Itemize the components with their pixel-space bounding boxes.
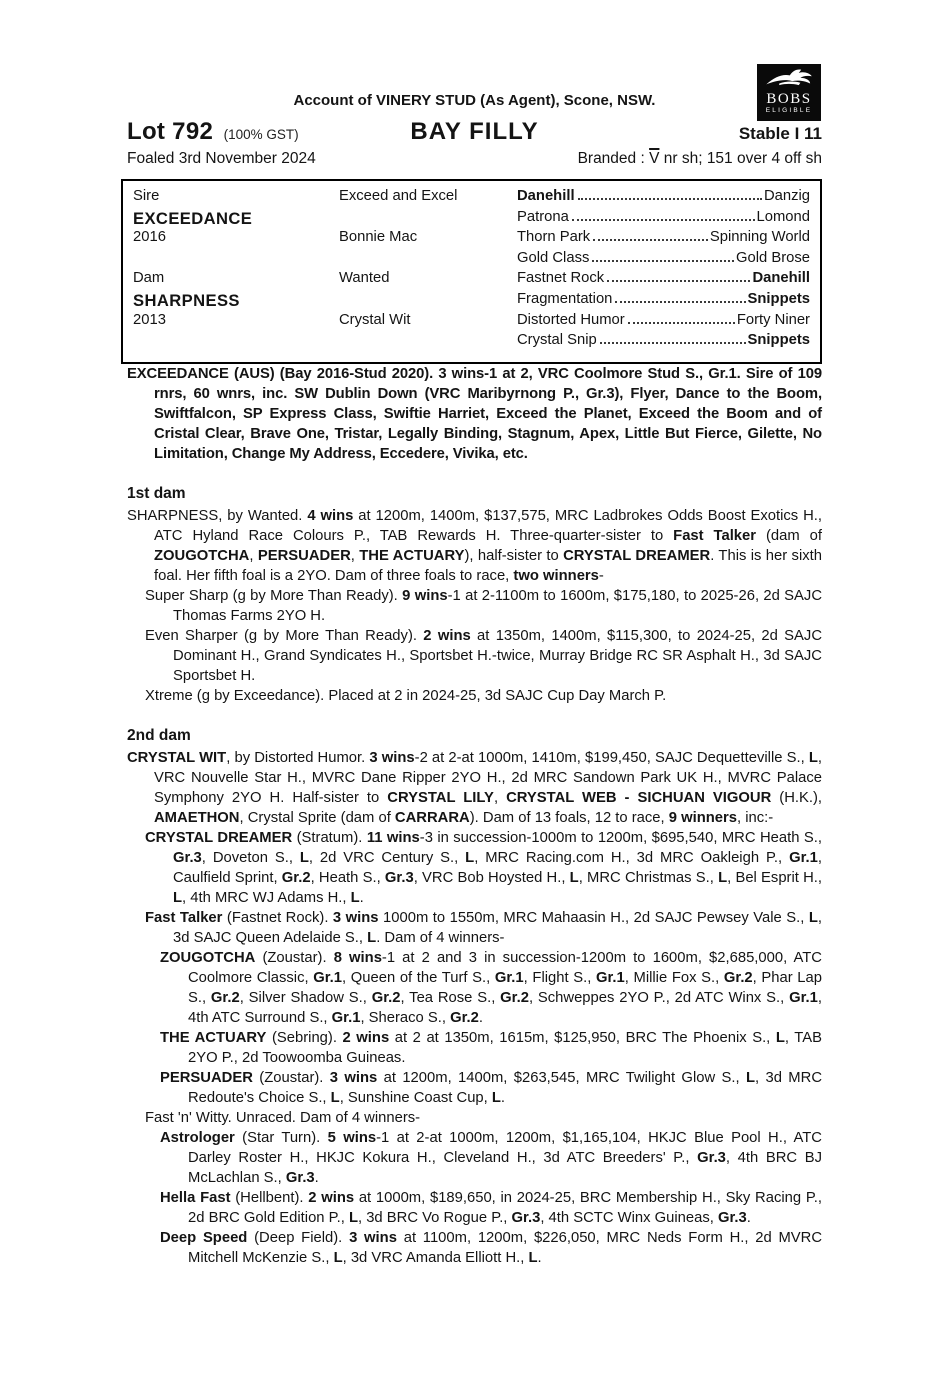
text-run: Gr.1	[789, 849, 818, 866]
text-run: ZOUGOTCHA	[160, 949, 256, 966]
text-run: -1 at 2 and 3 in succession-1200m to 1600m, $2,685,000, ATC Coolmore Classic,	[188, 949, 822, 986]
text-run: , 4th BRC BJ McLachlan S.,	[188, 1149, 822, 1186]
pedigree-paragraph	[160, 1068, 822, 1108]
text-run: 5 wins	[327, 1129, 377, 1146]
text-run: (Hellbent).	[230, 1189, 309, 1206]
text-run: -1 at 2-1100m to 1600m, $175,180, to 2025-26, 2d SAJC Thomas Farms 2YO H.	[173, 587, 823, 624]
pedigree-ancestor-cell	[517, 229, 810, 250]
horse-head-icon	[763, 67, 815, 87]
pedigree-paragraph	[145, 686, 822, 706]
pedigree-parent-cell	[339, 209, 517, 230]
text-run: , MRC Racing.com H., 3d MRC Oakleigh P.,	[474, 849, 790, 866]
pedigree-ancestor-cell	[517, 209, 810, 230]
text-run: L	[350, 889, 360, 906]
text-run: Fast Talker	[673, 527, 757, 544]
text-run: Gr.2	[210, 989, 240, 1006]
text-run: Gr.3	[285, 1169, 315, 1186]
text-run: ,	[493, 789, 507, 806]
lot-title-row	[127, 118, 822, 146]
foaled-date: Foaled 3rd November 2024	[127, 150, 316, 167]
dam-section-heading: 1st dam	[127, 484, 186, 502]
text-run: CRYSTAL DREAMER	[145, 829, 293, 846]
text-run: L	[528, 1249, 538, 1266]
text-run: ZOUGOTCHA	[154, 547, 250, 564]
ancestor-name-left: Fastnet Rock	[517, 270, 605, 287]
text-run: , 4th SCTC Winx Guineas,	[540, 1209, 718, 1226]
text-run: , Tea Rose S.,	[400, 989, 501, 1006]
branded-info	[578, 150, 822, 168]
text-run: , 2d VRC Century S.,	[308, 849, 466, 866]
pedigree-paragraph	[160, 948, 822, 1028]
text-run: CRYSTAL WEB - SICHUAN VIGOUR	[506, 789, 772, 806]
text-run: .	[359, 889, 364, 906]
pedigree-paragraph	[145, 586, 822, 626]
text-run: at 2 at 1350m, 1615m, $125,950, BRC The Phoenix S.,	[389, 1029, 776, 1046]
ancestor-name-right: Spinning World	[709, 229, 810, 246]
text-run: L	[808, 749, 818, 766]
stable-location: Stable I 11	[738, 124, 822, 143]
text-run: Gr.1	[595, 969, 625, 986]
text-run: SHARPNESS, by Wanted.	[127, 507, 308, 524]
dotted-leader	[628, 322, 735, 324]
dotted-leader	[593, 239, 708, 241]
text-run: at 1200m, 1400m, $137,575, MRC Ladbrokes Odds Boost Exotics H., ATC Hyland Race Colours P., TAB Rewards H. Three-quarter-sister to	[154, 507, 823, 544]
ancestor-name-right: Snippets	[747, 332, 810, 349]
text-run: , Heath S.,	[310, 869, 385, 886]
text-run: CARRARA	[394, 809, 470, 826]
text-run: , Queen of the Turf S.,	[342, 969, 495, 986]
text-run: , 4th ATC Surround S.,	[188, 989, 823, 1026]
text-run: , 3d SAJC Queen Adelaide S.,	[173, 909, 822, 946]
text-run: Gr.2	[450, 1009, 479, 1026]
pedigree-paragraph	[160, 1028, 822, 1068]
pedigree-paragraph	[160, 1128, 822, 1188]
generation1-text: 2013	[133, 311, 166, 328]
branded-label: Branded :	[577, 150, 650, 167]
text-run: ), half-sister to	[464, 547, 564, 564]
text-run: CRYSTAL DREAMER	[563, 547, 711, 564]
text-run: , TAB 2YO P., 2d Toowoomba Guineas.	[188, 1029, 822, 1066]
pedigree-paragraph	[127, 506, 822, 586]
text-run: 3 wins	[332, 909, 379, 926]
text-run: , 3d VRC Amanda Elliott H.,	[342, 1249, 529, 1266]
text-run: Deep Speed	[160, 1229, 248, 1246]
text-run: 2 wins	[423, 627, 471, 644]
text-run: , Sunshine Coast Cup,	[339, 1089, 492, 1106]
text-run: PERSUADER	[160, 1069, 253, 1086]
text-run: 9 wins	[402, 587, 448, 604]
text-run: , 3d BRC Vo Rogue P.,	[357, 1209, 512, 1226]
text-run: -3 in succession-1000m to 1200m, $695,540, MRC Heath S.,	[419, 829, 822, 846]
text-run: ,	[249, 547, 258, 564]
text-run: , Schweppes 2YO P., 2d ATC Winx S.,	[528, 989, 790, 1006]
text-run: . This is her sixth foal. Her fifth foal is a 2YO. Dam of three foals to race,	[154, 547, 822, 584]
generation1-text: EXCEEDANCE	[133, 208, 253, 228]
generation1-text: Dam	[133, 270, 165, 287]
text-run: Gr.1	[331, 1009, 361, 1026]
ancestor-name-left: Gold Class	[517, 249, 590, 266]
text-run: 3 wins	[329, 1069, 378, 1086]
pedigree-sire-dam-cell	[133, 209, 339, 230]
pedigree-table	[121, 179, 822, 364]
text-run: , Doveton S.,	[201, 849, 300, 866]
pedigree-paragraph	[145, 1108, 822, 1128]
text-run: L	[465, 849, 475, 866]
ancestor-name-right: Lomond	[756, 208, 810, 225]
text-run: L	[718, 869, 728, 886]
text-run: (Star Turn).	[234, 1129, 328, 1146]
gst-note: (100% GST)	[223, 127, 299, 142]
text-run: Gr.3	[697, 1149, 726, 1166]
dotted-leader	[578, 198, 762, 200]
text-run: -2 at 2-at 1000m, 1410m, $199,450, SAJC Dequetteville S.,	[414, 749, 809, 766]
text-run: 9 winners	[668, 809, 738, 826]
text-run: Gr.2	[371, 989, 401, 1006]
text-run: L	[745, 1069, 756, 1086]
text-run: , by Distorted Humor.	[226, 749, 370, 766]
text-run: (Deep Field).	[247, 1229, 350, 1246]
text-run: 11 wins	[366, 829, 420, 846]
ancestor-name-right: Snippets	[747, 290, 810, 307]
text-run: , Phar Lap S.,	[188, 969, 822, 1006]
text-run: Fast Talker	[145, 909, 223, 926]
text-run: CRYSTAL LILY	[387, 789, 494, 806]
pedigree-sire-dam-cell	[133, 312, 339, 333]
dotted-leader	[615, 301, 745, 303]
text-run: . Dam of 4 winners-	[376, 929, 505, 946]
horse-sex-colour-title: BAY FILLY	[410, 118, 539, 145]
text-run: THE ACTUARY	[160, 1029, 267, 1046]
text-run: Xtreme (g by Exceedance). Placed at 2 in 2024-25, 3d SAJC Cup Day March P.	[145, 687, 667, 704]
text-run: , Crystal Sprite (dam of	[239, 809, 395, 826]
dotted-leader	[607, 280, 750, 282]
text-run: 2 wins	[308, 1189, 355, 1206]
pedigree-parent-cell	[339, 229, 517, 250]
pedigree-parent-cell	[339, 270, 517, 291]
ancestor-name-right: Danehill	[752, 270, 810, 287]
text-run: L	[348, 1209, 358, 1226]
brand-mark-glyph: $\overline{V}$	[649, 150, 660, 167]
pedigree-ancestor-cell	[517, 291, 810, 312]
bobs-eligible-logo	[757, 64, 821, 121]
text-run: EXCEEDANCE (AUS) (Bay 2016-Stud 2020). 3 wins-1 at 2, VRC Coolmore Stud S., Gr.1. Sire of 109 rnrs, 60 wnrs, inc. SW Dublin Down (VRC Maribyrnong P., Gr.3), Flyer, Dance to the Boom, Swiftfalcon, SP Express Class, Swiftie Harriet, Exceed the Planet, Exceed the Boom and of Cristal Clear, Brave One, Tristar, Legally Binding, Stagnum, Apex, Little But Fierce, Gilette, No Limitation, Change My Address, Eccedere, Vivika, etc.	[127, 365, 822, 462]
ancestor-name-left: Danehill	[517, 188, 575, 204]
dotted-leader	[592, 260, 734, 262]
text-run: Gr.3	[717, 1209, 747, 1226]
text-run: , Flight S.,	[523, 969, 596, 986]
text-run: Gr.1	[313, 969, 343, 986]
text-run: at 1200m, 1400m, $263,545, MRC Twilight Glow S.,	[377, 1069, 746, 1086]
text-run: AMAETHON	[154, 809, 240, 826]
pedigree-ancestor-cell	[517, 250, 810, 271]
text-run: .	[314, 1169, 319, 1186]
text-run: , VRC Nouvelle Star H., MVRC Dane Ripper 2YO H., 2d MRC Sandown Park UK H., MVRC Palace Symphony 2YO H. Half-sister to	[154, 749, 822, 806]
text-run: at 1000m, $189,650, in 2024-25, BRC Membership H., Sky Racing P., 2d BRC Gold Edition P.,	[188, 1189, 822, 1226]
text-run: ). Dam of 13 foals, 12 to race,	[469, 809, 669, 826]
branded-detail: nr sh; 151 over 4 off sh	[659, 150, 822, 167]
text-run: L	[775, 1029, 785, 1046]
dam-sections	[127, 485, 822, 1268]
text-run: Astrologer	[160, 1129, 235, 1146]
text-run: Gr.1	[494, 969, 524, 986]
text-run: .	[537, 1249, 542, 1266]
stallion-record-note	[127, 364, 822, 464]
text-run: Gr.3	[511, 1209, 541, 1226]
text-run: two winners	[513, 567, 599, 584]
text-run: ,	[350, 547, 360, 564]
text-run: L	[173, 889, 183, 906]
pedigree-sire-dam-cell	[133, 229, 339, 250]
text-run: .	[500, 1089, 506, 1106]
text-run: L	[367, 929, 377, 946]
text-run: L	[491, 1089, 501, 1106]
text-run: , Silver Shadow S.,	[239, 989, 372, 1006]
pedigree-paragraph	[127, 748, 822, 828]
text-run: at 1350m, 1400m, $115,300, to 2024-25, 2d SAJC Dominant H., Grand Syndicates H., Sportsbet H.-twice, Murray Bridge RC SR Asphalt H., 3d SAJC Sportsbet H.	[173, 627, 823, 684]
foaled-branded-row	[127, 150, 822, 168]
lot-number: Lot 792	[127, 118, 214, 145]
generation1-text: SHARPNESS	[133, 290, 240, 310]
ancestor-name-right: Danzig	[763, 188, 810, 204]
ancestor-name-left: Patrona	[517, 208, 569, 225]
text-run: (Sebring).	[266, 1029, 343, 1046]
text-run: -1 at 2-at 1000m, 1200m, $1,165,104, HKJC Blue Pool H., ATC Darley Roster H., HKJC Kokura H., Cleveland H., 3d ATC Breeders' P.,	[188, 1129, 822, 1166]
generation2-text: Crystal Wit	[339, 311, 411, 328]
text-run: , MRC Christmas S.,	[578, 869, 719, 886]
ancestor-name-left: Crystal Snip	[517, 332, 597, 349]
pedigree-ancestor-cell	[517, 332, 810, 353]
pedigree-paragraph	[145, 828, 822, 908]
lot-number-group	[127, 118, 410, 146]
pedigree-paragraph	[160, 1188, 822, 1228]
text-run: Hella Fast	[160, 1189, 231, 1206]
pedigree-parent-cell	[339, 188, 517, 209]
text-run: .	[478, 1009, 484, 1026]
text-run: CRYSTAL WIT	[127, 749, 227, 766]
pedigree-sire-dam-cell	[133, 188, 339, 209]
text-run: Gr.2	[723, 969, 753, 986]
ancestor-name-left: Thorn Park	[517, 229, 591, 246]
text-run: .	[746, 1209, 751, 1226]
ancestor-name-right: Gold Brose	[735, 249, 810, 266]
pedigree-ancestor-cell	[517, 188, 810, 209]
pedigree-sire-dam-cell	[133, 250, 339, 271]
dotted-leader	[600, 342, 746, 344]
pedigree-parent-cell	[339, 312, 517, 333]
text-run: , Sheraco S.,	[360, 1009, 451, 1026]
generation1-text: 2016	[133, 229, 166, 246]
text-run: PERSUADER	[257, 547, 351, 564]
text-run: Fast 'n' Witty. Unraced. Dam of 4 winners-	[145, 1109, 421, 1126]
text-run: , VRC Bob Hoysted H.,	[413, 869, 570, 886]
text-run: Super Sharp (g by More Than Ready).	[145, 587, 403, 604]
text-run: , Millie Fox S.,	[624, 969, 724, 986]
generation1-text: Sire	[133, 188, 160, 204]
text-run: (H.K.),	[771, 789, 823, 806]
text-run: (Zoustar).	[255, 949, 334, 966]
pedigree-paragraph	[145, 908, 822, 948]
text-run: , Caulfield Sprint,	[173, 849, 822, 886]
text-run: 4 wins	[307, 507, 354, 524]
text-run: L	[569, 869, 579, 886]
text-run: (Fastnet Rock).	[222, 909, 333, 926]
text-run: at 1100m, 1200m, $226,050, MRC Neds Form H., 2d MVRC Mitchell McKenzie S.,	[188, 1229, 823, 1266]
text-run: Gr.1	[789, 989, 818, 1006]
text-run: (dam of	[756, 527, 822, 544]
vendor-account-line: Account of VINERY STUD (As Agent), Scone, NSW.	[293, 92, 656, 109]
ancestor-name-right: Forty Niner	[736, 311, 810, 328]
pedigree-ancestor-cell	[517, 270, 810, 291]
generation2-text: Exceed and Excel	[339, 188, 458, 204]
pedigree-sire-dam-cell	[133, 291, 339, 312]
text-run: , 4th MRC WJ Adams H.,	[182, 889, 351, 906]
text-run: Gr.3	[384, 869, 414, 886]
text-run: Gr.2	[500, 989, 529, 1006]
bobs-logo-word: BOBS	[766, 91, 812, 107]
text-run: Even Sharper (g by More Than Ready).	[145, 627, 424, 644]
pedigree-parent-cell	[339, 332, 517, 353]
text-run: , 3d MRC Redoute's Choice S.,	[188, 1069, 823, 1106]
text-run: 1000m to 1550m, MRC Mahaasin H., 2d SAJC Pewsey Vale S.,	[378, 909, 809, 926]
ancestor-name-left: Distorted Humor	[517, 311, 625, 328]
pedigree-sire-dam-cell	[133, 332, 339, 353]
text-run: Gr.2	[281, 869, 311, 886]
text-run: 3 wins	[349, 1229, 397, 1246]
text-run: -	[598, 567, 604, 584]
bobs-logo-subtext: ELIGIBLE	[765, 107, 813, 114]
pedigree-parent-cell	[339, 250, 517, 271]
text-run: , inc:-	[737, 809, 774, 826]
text-run: 8 wins	[333, 949, 382, 966]
pedigree-parent-cell	[339, 291, 517, 312]
text-run: 3 wins	[369, 749, 415, 766]
text-run: L	[333, 1249, 343, 1266]
dam-section-heading: 2nd dam	[127, 726, 191, 744]
text-run: (Zoustar).	[252, 1069, 330, 1086]
pedigree-ancestor-cell	[517, 312, 810, 333]
text-run: 2 wins	[342, 1029, 390, 1046]
dotted-leader	[572, 219, 755, 221]
generation2-text: Bonnie Mac	[339, 229, 418, 246]
text-run: L	[330, 1089, 340, 1106]
generation2-text: Wanted	[339, 270, 390, 287]
text-run: , Bel Esprit H.,	[727, 869, 822, 886]
ancestor-name-left: Fragmentation	[517, 290, 613, 307]
text-run: L	[808, 909, 818, 926]
pedigree-paragraph	[145, 626, 822, 686]
pedigree-paragraph	[160, 1228, 822, 1268]
text-run: THE ACTUARY	[359, 547, 465, 564]
text-run: Gr.3	[173, 849, 202, 866]
pedigree-sire-dam-cell	[133, 270, 339, 291]
text-run: (Stratum).	[292, 829, 367, 846]
text-run: L	[299, 849, 309, 866]
